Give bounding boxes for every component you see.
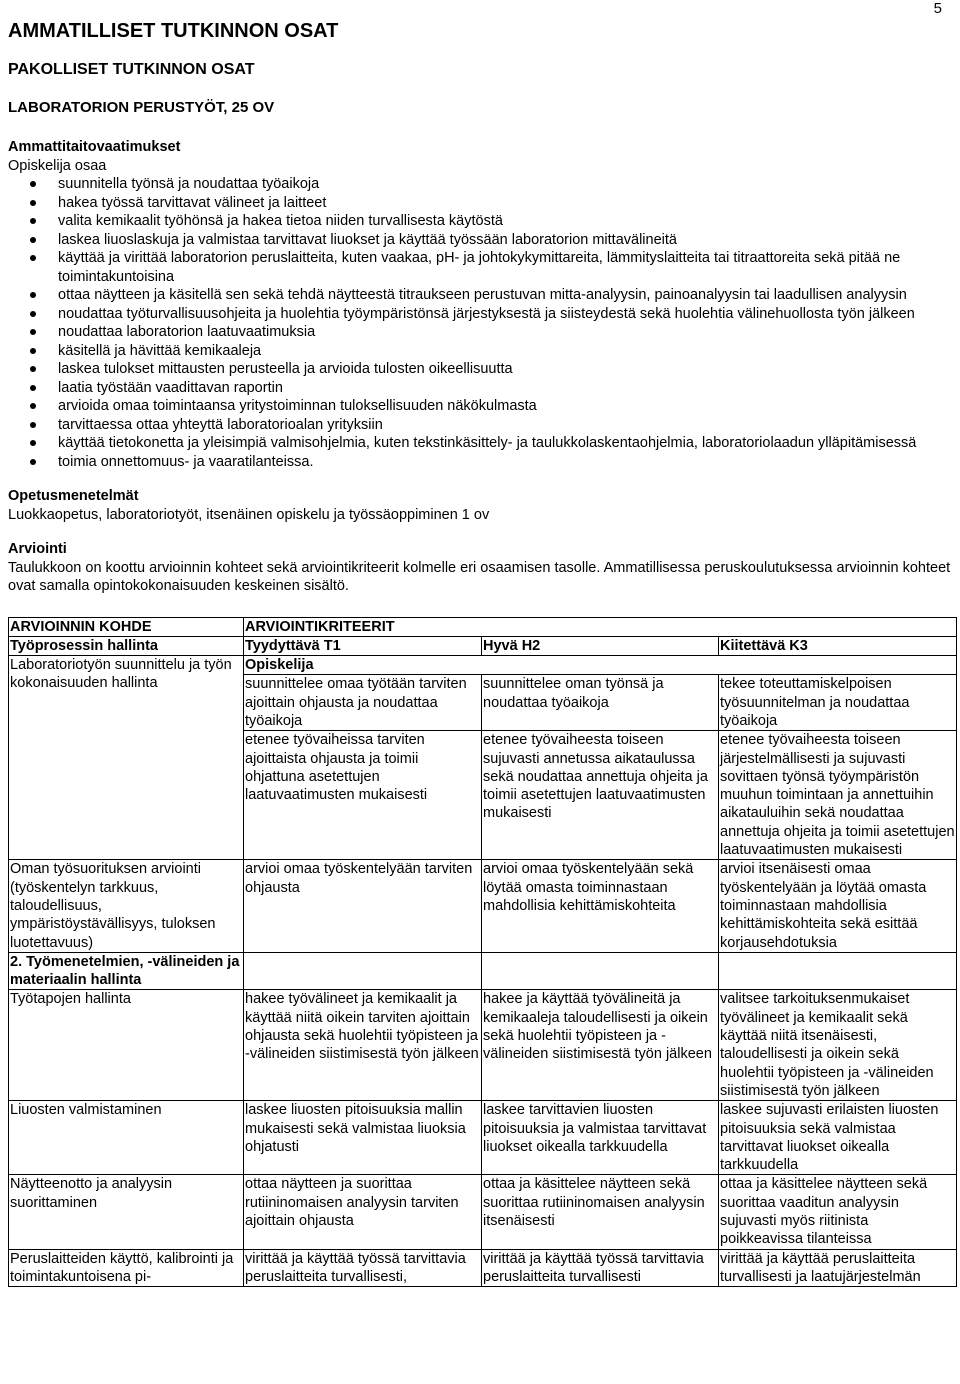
list-item: käyttää ja virittää laboratorion peruslaitteita, kuten vaakaa, pH- ja johtokykymittareita, lämmityslaitteita tai titraattoreita sekä pitää ne toimintakuntoisina [58,249,956,286]
section-label: 2. Työmenetelmien, -välineiden ja materiaalin hallinta [9,952,244,990]
page-number: 5 [933,0,942,17]
table-cell: hakee ja käyttää työvälineitä ja kemikaaleja taloudellisesti ja oikein sekä huolehtii työpisteen ja -välineiden siistimisestä työn jälkeen [482,990,719,1101]
table-cell [244,952,482,990]
table-cell: etenee työvaiheesta toiseen järjestelmällisesti ja sujuvasti sovittaen työnsä työympäristön muuhun toimintaan ja annettuihin aikatauluihin sekä noudattaa annettuja ohjeita ja toimii asetettujen laatuvaatimusten mukaisesti [720,732,955,859]
bullet-icon [30,403,36,409]
table-cell: Oman työsuorituksen arviointi (työskentelyn tarkkuus, taloudellisuus, ympäristöystävällisyys, tuloksen luotettavuus) [9,860,244,952]
table-row [9,860,957,952]
bullet-icon [30,385,36,391]
bullet-icon [30,329,36,335]
level-t1: Tyydyttävä T1 [244,636,482,655]
list-item: tarvittaessa ottaa yhteyttä laboratorioalan yrityksiin [58,416,956,435]
methods-heading: Opetusmenetelmät [8,488,139,504]
list-item: laskea liuoslaskuja ja valmistaa tarvittavat liuokset ja käyttää työssään laboratorion mittavälineitä [58,231,956,250]
document-title: AMMATILLISET TUTKINNON OSAT [8,20,339,42]
table-cell: Työtapojen hallinta [9,990,244,1101]
assessment-heading: Arviointi [8,541,67,557]
table-cell: arvioi omaa työskentelyään tarviten ohjausta [244,860,482,952]
table-row [9,1249,957,1287]
bullet-icon [30,422,36,428]
level-h2: Hyvä H2 [482,636,719,655]
table-cell: laskee liuosten pitoisuuksia mallin mukaisesti sekä valmistaa liuoksia ohjatusti [244,1101,482,1175]
bullet-icon [30,292,36,298]
table-row [9,952,957,990]
table-cell: Peruslaitteiden käyttö, kalibrointi ja toimintakuntoisena pi- [9,1249,244,1287]
table-header-criteria: ARVIOINTIKRITEERIT [244,617,957,636]
table-cell: hakee työvälineet ja kemikaalit ja käyttää niitä oikein tarviten ajoittain ohjausta sekä huolehtii työpisteen ja -välineiden siistimisestä työn jälkeen [244,990,482,1101]
list-item: suunnitella työnsä ja noudattaa työaikoja [58,175,956,194]
bullet-icon [30,311,36,317]
table-cell: ottaa ja käsittelee näytteen sekä suorittaa rutiininomaisen analyysin itsenäisesti [482,1175,719,1249]
table-row [9,617,957,636]
table-row [9,636,957,655]
table-cell: laskee tarvittavien liuosten pitoisuuksia ja valmistaa tarvittavat liuokset oikealla tarkkuudella [482,1101,719,1175]
table-cell: suunnittelee omaa työtään tarviten ajoittain ohjausta ja noudattaa työaikoja [244,675,482,731]
table-header-target: ARVIOINNIN KOHDE [9,617,244,636]
assessment-table [8,617,957,1288]
list-item: hakea työssä tarvittavat välineet ja laitteet [58,194,956,213]
table-cell: etenee työvaiheissa tarviten ajoittaista ohjausta ja toimii ohjattuna asetettujen laatuvaatimusten mukaisesti [244,731,482,860]
document-page [8,0,956,1287]
bullet-icon [30,255,36,261]
list-item: noudattaa työturvallisuusohjeita ja huolehtia työympäristönsä järjestyksestä ja siisteydestä sekä huolehtia välinehuollosta työn jälkeen [58,305,956,324]
table-cell: valitsee tarkoituksenmukaiset työvälineet ja kemikaalit sekä käyttää niitä itsenäisesti, taloudellisesti ja oikein sekä huolehtii työpisteen ja -välineiden siistimisestä työn jälkeen [719,990,957,1101]
bullet-icon [30,348,36,354]
list-item: käsitellä ja hävittää kemikaaleja [58,342,956,361]
table-cell: suunnittelee oman työnsä ja noudattaa työaikoja [482,675,719,731]
list-item: noudattaa laboratorion laatuvaatimuksia [58,323,956,342]
student-label: Opiskelija [244,656,957,675]
table-row [9,1101,957,1175]
bullet-icon [30,200,36,206]
list-item: toimia onnettomuus- ja vaaratilanteissa. [58,453,956,472]
table-cell: Näytteenotto ja analyysin suorittaminen [9,1175,244,1249]
table-cell [482,952,719,990]
list-item: arvioida omaa toimintaansa yritystoiminnan tuloksellisuuden näkökulmasta [58,397,956,416]
table-cell: laskee sujuvasti erilaisten liuosten pitoisuuksia sekä valmistaa tarvittavat liuokset oikealla tarkkuudella [719,1101,957,1175]
table-cell: virittää ja käyttää peruslaitteita turvallisesti ja laatujärjestelmän [719,1249,957,1287]
table-cell: ottaa näytteen ja suorittaa rutiininomaisen analyysin tarviten ajoittain ohjausta [244,1175,482,1249]
table-row [9,1175,957,1249]
bullet-icon [30,366,36,372]
list-item: käyttää tietokonetta ja yleisimpiä valmisohjelmia, kuten tekstinkäsittely- ja taulukkolaskentaohjelmia, laboratoriolaadun ylläpitämisessä [58,434,956,453]
table-cell: arvioi omaa työskentelyään sekä löytää omasta toiminnastaan mahdollisia kehittämiskohteita [482,860,719,952]
requirements-list [8,175,956,471]
table-cell: Laboratoriotyön suunnittelu ja työn kokonaisuuden hallinta [9,656,244,860]
methods-text: Luokkaopetus, laboratoriotyöt, itsenäinen opiskelu ja työssäoppiminen 1 ov [8,506,490,523]
bullet-icon [30,218,36,224]
section-subtitle: PAKOLLISET TUTKINNON OSAT [8,61,255,78]
table-cell: Liuosten valmistaminen [9,1101,244,1175]
table-cell: tekee toteuttamiskelpoisen työsuunnitelman ja noudattaa työaikoja [719,675,957,731]
table-row [9,990,957,1101]
table-cell: etenee työvaiheesta toiseen sujuvasti annetussa aikataulussa sekä noudattaa annettuja ohjeita ja toimii asetettujen laatuvaatimusten mukaisesti [482,731,719,860]
bullet-icon [30,181,36,187]
list-item: ottaa näytteen ja käsitellä sen sekä tehdä näytteestä titraukseen perustuvan mitta-analyysin, painoanalyysin tai laadullisen analyysin [58,286,956,305]
list-item: valita kemikaalit työhönsä ja hakea tietoa niiden turvallisesta käytöstä [58,212,956,231]
assessment-text: Taulukkoon on koottu arvioinnin kohteet sekä arviointikriteerit kolmelle eri osaamisen tasolle. Ammatillisessa peruskoulutuksessa arvioinnin kohteet ovat samalla opintokokonaisuuden keskeinen sisältö. [8,559,951,594]
bullet-icon [30,459,36,465]
table-cell: arvioi itsenäisesti omaa työskentelyään ja löytää omasta toiminnastaan mahdollisia kehittämiskohteita sekä esittää korjausehdotuksia [719,860,957,952]
section-label: Työprosessin hallinta [9,636,244,655]
list-item: laskea tulokset mittausten perusteella ja arvioida tulosten oikeellisuutta [58,360,956,379]
level-k3: Kiitettävä K3 [719,636,957,655]
table-row [9,656,957,675]
table-cell [719,952,957,990]
list-item: laatia työstään vaadittavan raportin [58,379,956,398]
table-cell: virittää ja käyttää työssä tarvittavia peruslaitteita turvallisesti, [244,1249,482,1287]
table-cell: virittää ja käyttää työssä tarvittavia peruslaitteita turvallisesti [482,1249,719,1287]
bullet-icon [30,237,36,243]
table-cell: ottaa ja käsittelee näytteen sekä suorittaa vaaditun analyysin sujuvasti myös riitinista poikkeavissa tilanteissa [719,1175,957,1249]
requirements-heading: Ammattitaitovaatimukset [8,139,181,155]
requirements-intro: Opiskelija osaa [8,157,107,174]
bullet-icon [30,440,36,446]
module-title: LABORATORION PERUSTYÖT, 25 OV [8,99,275,116]
